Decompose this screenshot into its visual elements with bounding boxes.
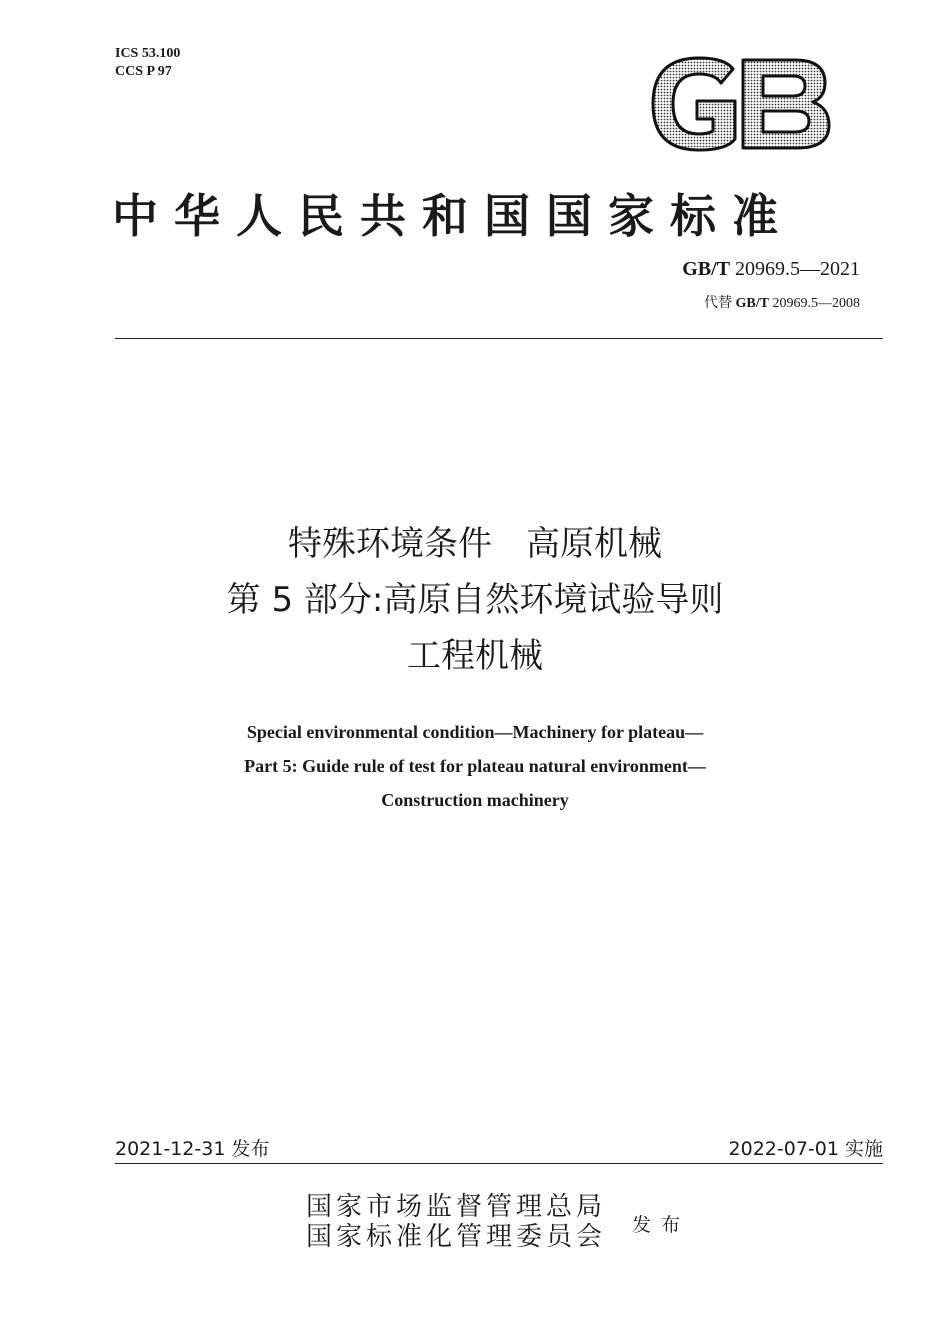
issuing-organizations xyxy=(306,1192,606,1252)
footer-divider xyxy=(115,1163,883,1164)
ccs-code: CCS P 97 xyxy=(115,64,172,79)
standard-number xyxy=(682,258,860,281)
replaces-label: 代替 xyxy=(704,296,733,311)
logo-text: GB xyxy=(645,55,647,56)
chinese-title-line1: 特殊环境条件 高原机械 xyxy=(288,524,662,564)
gb-logo-icon xyxy=(645,55,835,153)
issuer-samr: 国家市场监督管理总局 xyxy=(306,1192,607,1222)
replaces-code: 20969.5—2008 xyxy=(772,296,860,311)
national-standard-title: 中华人民共和国国家标准 xyxy=(112,189,794,243)
issuer-sac: 国家标准化管理委员会 xyxy=(306,1222,607,1252)
chinese-title xyxy=(0,516,950,684)
standard-code: 20969.5—2021 xyxy=(735,258,860,280)
chinese-title-line3: 工程机械 xyxy=(407,636,543,676)
replaces-standard xyxy=(704,292,860,312)
implement-date: 2022-07-01 实施 xyxy=(728,1138,883,1160)
publish-date: 2021-12-31 发布 xyxy=(115,1138,270,1160)
english-title xyxy=(0,715,950,817)
chinese-title-line2: 第 5 部分:高原自然环境试验导则 xyxy=(226,580,724,620)
issue-label: 发布 xyxy=(632,1214,691,1236)
header-divider xyxy=(115,338,883,339)
standard-prefix: GB/T xyxy=(682,258,730,280)
english-title-line2: Part 5: Guide rule of test for plateau natural environment— xyxy=(244,756,706,776)
ics-code: ICS 53.100 xyxy=(115,46,181,61)
english-title-line1: Special environmental condition—Machinery for plateau— xyxy=(246,722,704,742)
replaces-prefix: GB/T xyxy=(735,296,769,311)
classification-codes xyxy=(115,45,180,81)
english-title-line3: Construction machinery xyxy=(381,790,569,810)
